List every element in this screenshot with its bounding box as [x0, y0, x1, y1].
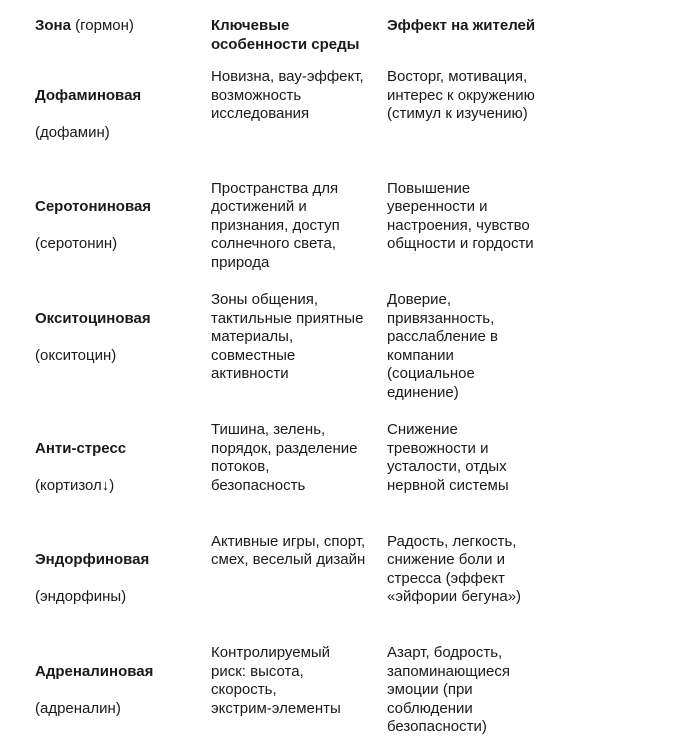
zone-cell	[35, 291, 211, 402]
table-row	[35, 421, 675, 514]
zone-name: Серотониновая	[35, 198, 152, 215]
zone-cell	[35, 644, 211, 737]
effect-cell: Азарт, бодрость, запоминающиеся эмоции (при соблюдении безопасности)	[387, 644, 510, 735]
zone-hormone: (адреналин)	[35, 699, 121, 717]
header-zone	[35, 17, 211, 54]
features-cell: Тишина, зелень, порядок, разделение потоков, безопасность	[211, 421, 358, 494]
zone-hormone: (эндорфины)	[35, 588, 127, 605]
table-row	[35, 68, 675, 161]
zone-name: Дофаминовая	[35, 86, 142, 104]
zone-cell	[35, 421, 211, 514]
features-cell: Новизна, вау-эффект, возможность исследования	[211, 68, 364, 122]
table-row	[35, 644, 675, 737]
zone-cell	[35, 68, 211, 161]
header-effect: Эффект на жителей	[387, 17, 536, 34]
zone-name: Адреналиновая	[35, 662, 154, 680]
header-zone-bold: Зона	[35, 17, 71, 34]
features-cell: Зоны общения, тактильные приятные материалы, совместные активности	[211, 291, 364, 382]
table-row	[35, 291, 675, 402]
zone-cell	[35, 533, 211, 626]
zone-name: Эндорфиновая	[35, 551, 150, 568]
table-header-row	[35, 17, 675, 54]
zone-hormone: (кортизол↓)	[35, 476, 115, 494]
zone-name: Окситоциновая	[35, 309, 151, 327]
effect-cell: Доверие, привязанность, расслабление в компании (социальное единение)	[387, 291, 498, 401]
zone-hormone: (окситоцин)	[35, 346, 117, 364]
header-features: Ключевые особенности среды	[211, 17, 360, 53]
header-zone-hormone: (гормон)	[70, 17, 134, 34]
zone-hormone: (дофамин)	[35, 123, 110, 141]
effect-cell: Повышение уверенности и настроения, чувство общности и гордости	[387, 179, 534, 252]
features-cell: Активные игры, спорт, смех, веселый дизайн	[211, 532, 366, 568]
features-cell: Пространства для достижений и признания, доступ солнечного света, природа	[211, 179, 340, 271]
zone-hormone: (серотонин)	[35, 235, 118, 252]
features-cell: Контролируемый риск: высота, скорость, экстрим-элементы	[211, 644, 341, 717]
table-row	[35, 533, 675, 626]
effect-cell: Снижение тревожности и усталости, отдых нервной системы	[387, 421, 509, 494]
hormone-zones-table	[35, 17, 675, 756]
effect-cell: Радость, легкость, снижение боли и стресса (эффект «эйфории бегуна»)	[387, 532, 522, 605]
effect-cell: Восторг, мотивация, интерес к окружению (стимул к изучению)	[387, 68, 535, 122]
table-row	[35, 180, 675, 273]
zone-name: Анти-стресс	[35, 439, 127, 457]
zone-cell	[35, 180, 211, 273]
